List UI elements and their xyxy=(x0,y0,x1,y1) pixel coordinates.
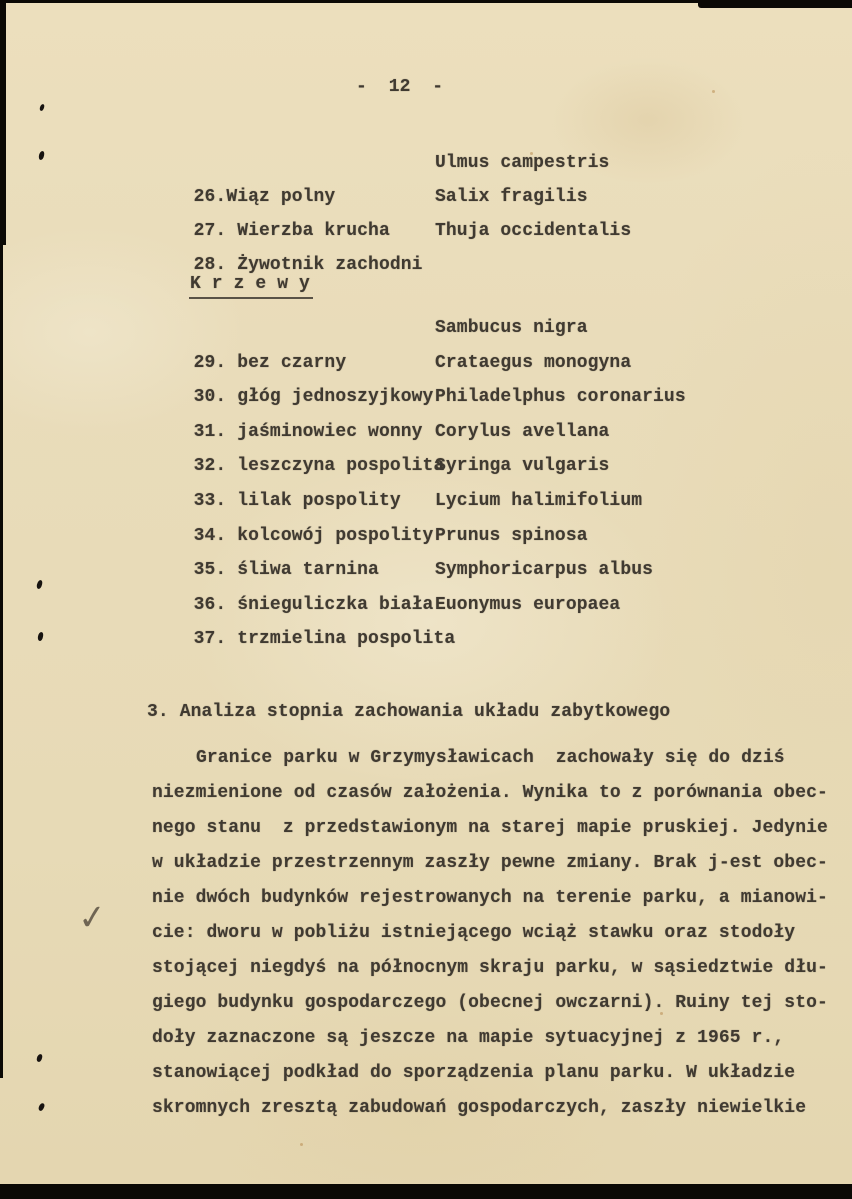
shrub-section-header: K r z e w y xyxy=(189,272,313,299)
plant-name-polish: 34. kolcowój pospolity xyxy=(193,525,434,546)
plant-name-latin: Symphoricarpus albus xyxy=(435,560,654,581)
paragraph-line: skromnych zresztą zabudowań gospodarczych, zaszły niewielkie xyxy=(152,1098,807,1118)
plant-name-latin: Sambucus nigra xyxy=(435,318,588,338)
paragraph-line: giego budynku gospodarczego (obecnej owczarni). Ruiny tej sto- xyxy=(152,993,828,1013)
page-number: - 12 - xyxy=(356,77,444,97)
paragraph-line: stojącej niegdyś na północnym skraju parku, w sąsiedztwie dłu- xyxy=(152,958,828,978)
plant-list-item xyxy=(150,588,621,650)
checkmark-annotation: ✓ xyxy=(75,896,109,940)
plant-name-latin: Prunus spinosa xyxy=(435,525,588,546)
plant-name-latin: Crataegus monogyna xyxy=(435,352,632,373)
plant-name-polish: 28. Żywotnik zachodni xyxy=(193,255,423,275)
plant-name-latin: Corylus avellana xyxy=(435,421,610,442)
plant-name-latin: Lycium halimifolium xyxy=(435,490,643,511)
tree-list xyxy=(150,146,632,275)
plant-name-latin: Salix fragilis xyxy=(435,187,588,207)
plant-list-item xyxy=(150,214,632,275)
plant-name-polish: 30. głóg jednoszyjkowy xyxy=(193,387,434,408)
plant-name-polish: 35. śliwa tarnina xyxy=(193,560,379,581)
paper-fiber xyxy=(712,90,715,93)
plant-name-polish: 29. bez czarny xyxy=(193,352,347,373)
paragraph-line: doły zaznaczone są jeszcze na mapie sytuacyjnej z 1965 r., xyxy=(152,1028,785,1048)
plant-name-latin: Thuja occidentalis xyxy=(435,221,632,241)
paragraph-line: cie: dworu w pobliżu istniejącego wciąż stawku oraz stodoły xyxy=(152,923,796,943)
plant-name-polish: 36. śnieguliczka biała xyxy=(193,594,434,615)
plant-name-polish: 27. Wierzba krucha xyxy=(193,221,390,241)
paragraph-line: nie dwóch budynków rejestrowanych na terenie parku, a mianowi- xyxy=(152,888,828,908)
paragraph-line: niezmienione od czasów założenia. Wynika to z porównania obec- xyxy=(152,783,828,803)
plant-name-latin: Philadelphus coronarius xyxy=(435,387,686,408)
plant-name-latin: Ulmus campestris xyxy=(435,153,610,173)
plant-name-polish: 32. leszczyna pospolita xyxy=(193,456,445,477)
plant-name-polish: 33. lilak pospolity xyxy=(193,490,401,511)
body-paragraph xyxy=(152,741,852,1126)
scan-edge-left xyxy=(0,0,3,1078)
shrub-list xyxy=(150,311,686,650)
paragraph-line: nego stanu z przedstawionym na starej mapie pruskiej. Jedynie xyxy=(152,818,828,838)
paragraph-line: w układzie przestrzennym zaszły pewne zmiany. Brak j-est obec- xyxy=(152,853,828,873)
section-heading: 3. Analiza stopnia zachowania układu zabytkowego xyxy=(147,702,671,722)
paragraph-line: Granice parku w Grzymysławicach zachowały się do dziś xyxy=(196,748,785,768)
plant-name-polish: 26.Wiąz polny xyxy=(193,187,336,207)
scan-edge-top-right xyxy=(698,0,852,8)
plant-name-latin: Euonymus europaea xyxy=(435,594,621,615)
plant-name-polish: 37. trzmielina pospolita xyxy=(193,629,456,650)
paragraph-line: stanowiącej podkład do sporządzenia planu parku. W układzie xyxy=(152,1063,796,1083)
scan-edge-bottom xyxy=(0,1184,852,1199)
plant-name-latin: Syringa vulgaris xyxy=(435,456,610,477)
paper-fiber xyxy=(300,1143,303,1146)
plant-name-polish: 31. jaśminowiec wonny xyxy=(193,421,423,442)
